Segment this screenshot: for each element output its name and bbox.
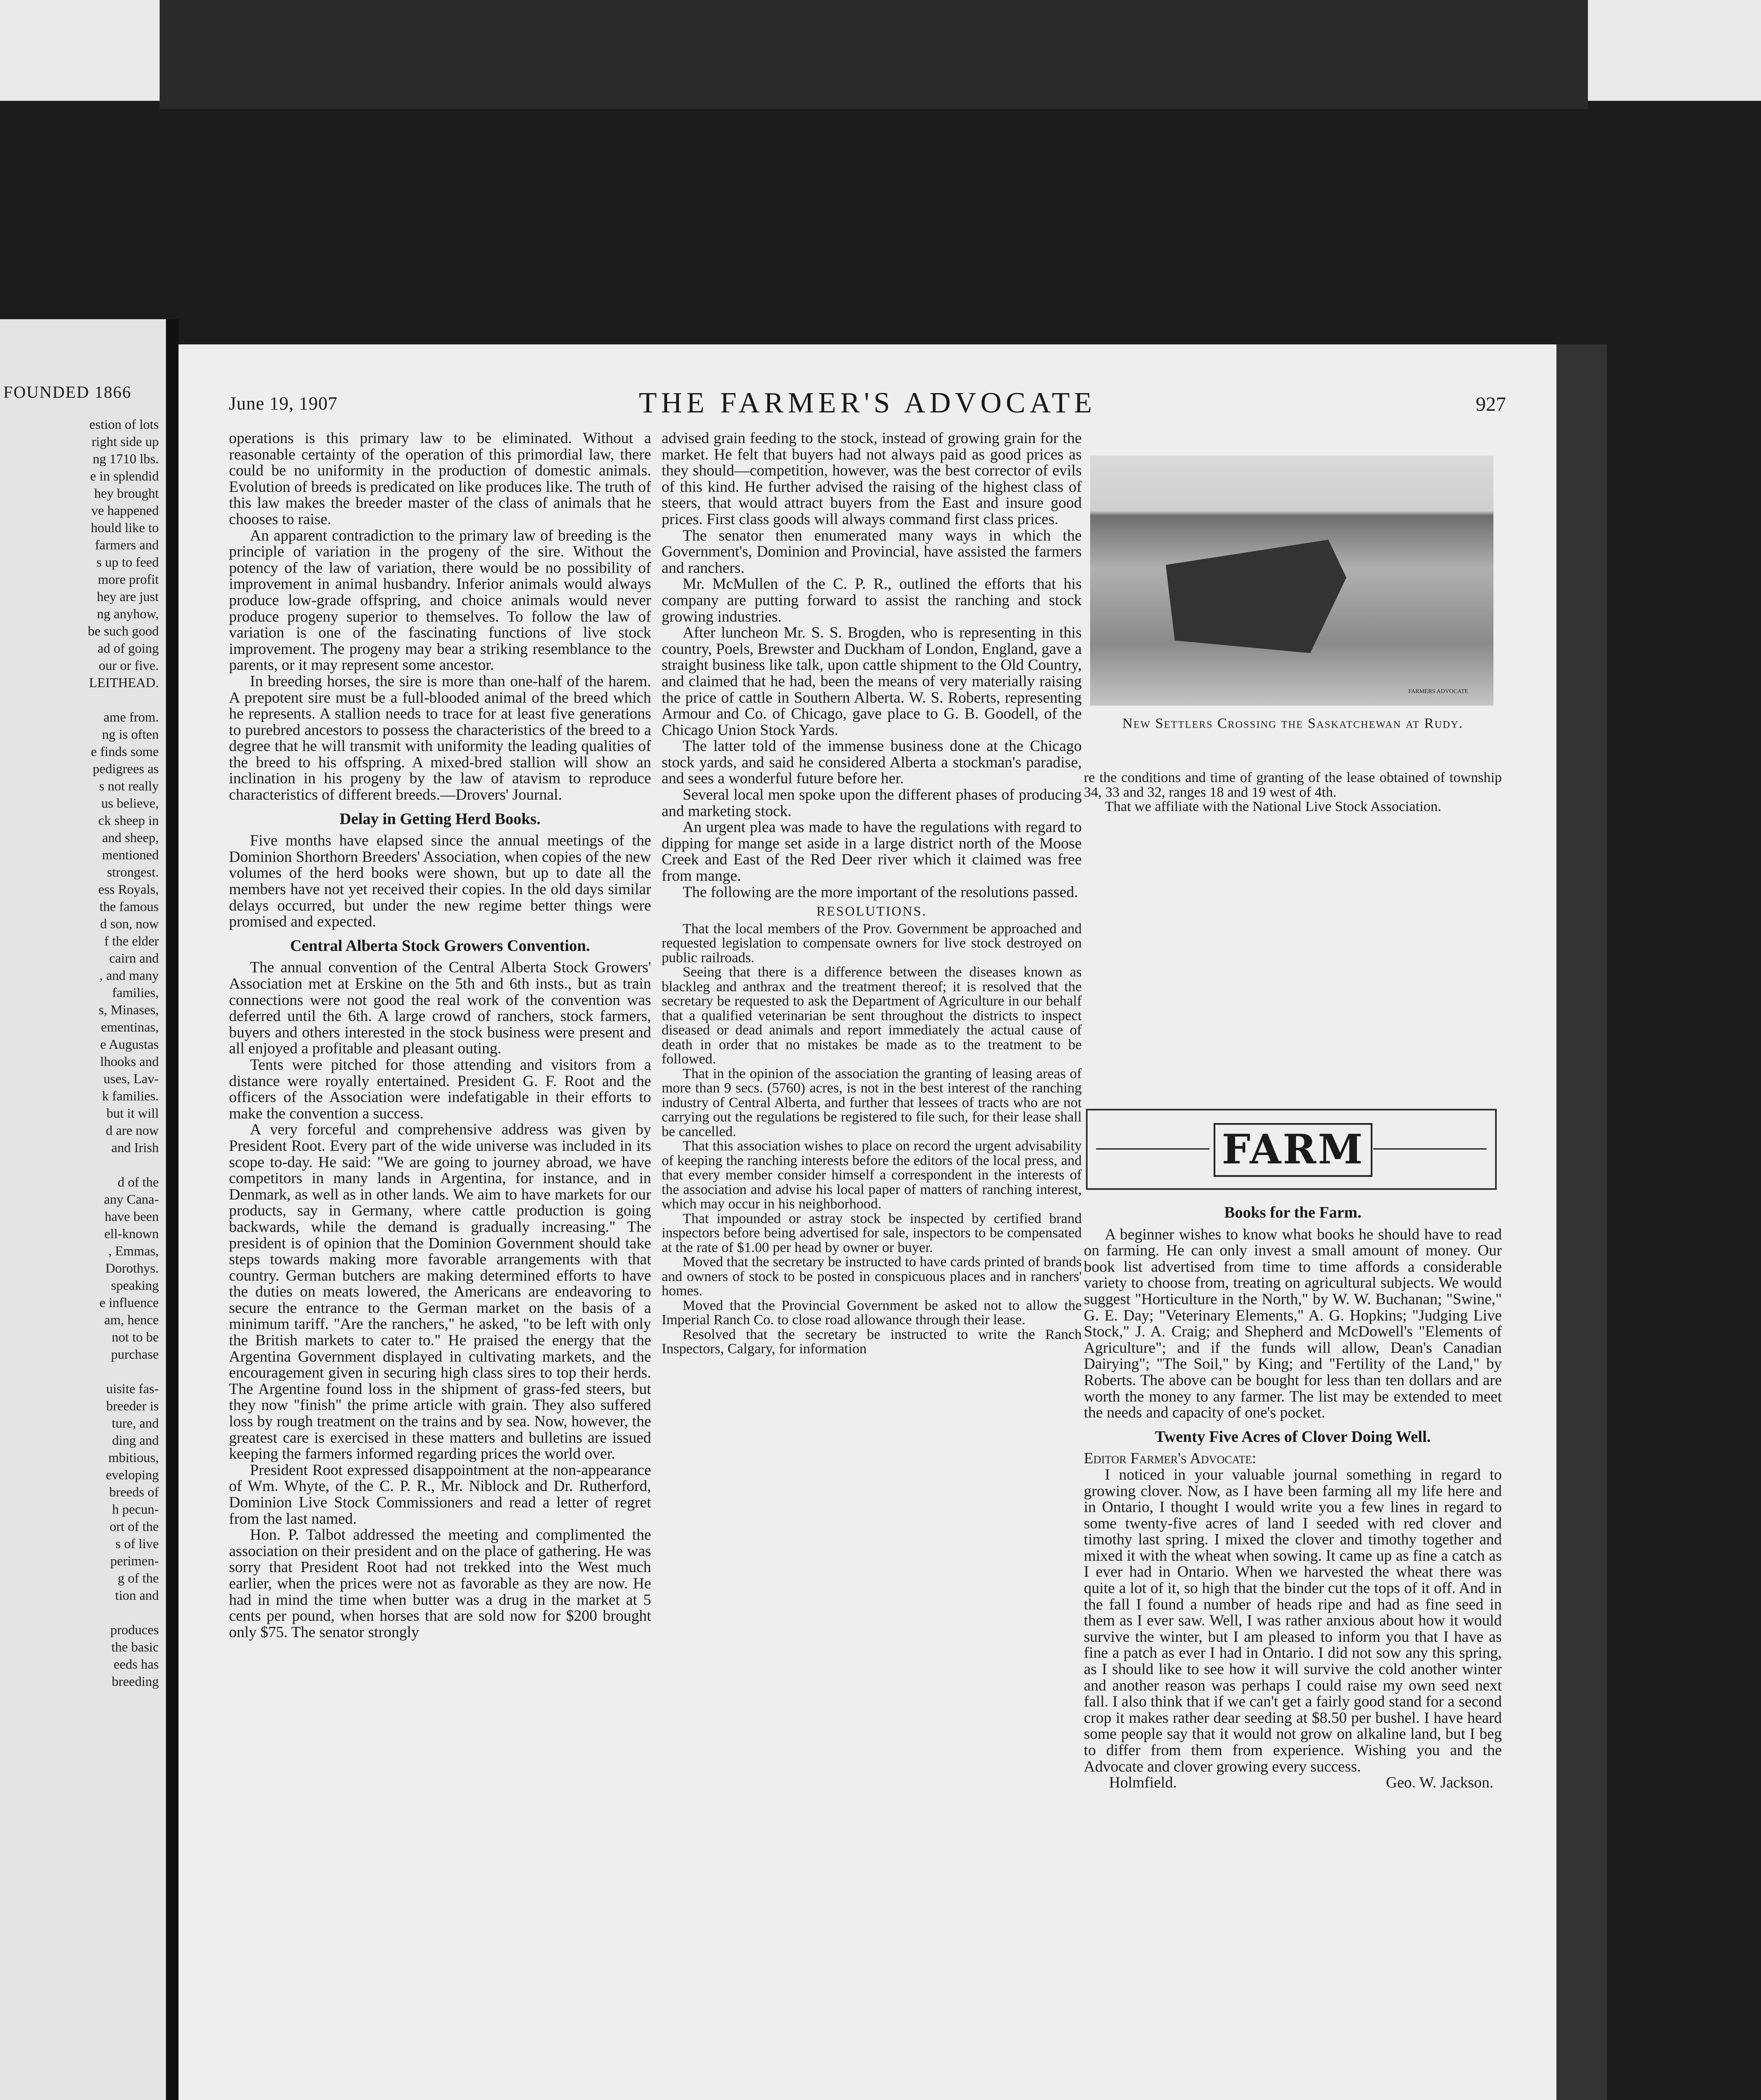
photo-credit: FARMERS ADVOCATE [1408, 688, 1468, 695]
paragraph: In breeding horses, the sire is more than one-half of the harem. A prepotent sire must be a full-blooded animal of the breed which he represents. A stallion needs to trace for at least five generations to purebred ancestors to possess the characteristics of the breed to a degree that he will transmit with uniformity the leading qualities of the breed to his offspring. A mixed-bred stallion will show an inclination in his progeny by the law of atavism to reproduce characteristics of different breeds.—Drovers' Journal. [229, 672, 651, 804]
paragraph: A beginner wishes to know what books he should have to read on farming. He can only invest a small amount of money. Our book list advertised from time to time affords a considerable variety to choose from, treating on agricultural subjects. We would suggest "Horticulture in the North," by W. W. Buchanan; "Swine," G. E. Day; "Veterinary Elements," A. G. Hopkins; "Judging Live Stock," J. A. Craig; and Shepherd and McDowell's "Elements of Agriculture"; and if the funds will allow, Dean's Canadian Dairying"; "The Soil," by King; and "Fertility of the Land," by Roberts. The above can be bought for less than ten dollars and are worth the money to any farmer. The list may be extended to meet the needs and capacity of one's pocket. [1084, 1226, 1502, 1422]
paragraph: advised grain feeding to the stock, instead of growing grain for the market. He felt that buyers had not always paid as good prices as they should—competition, however, was the best corrector of evils of this kind. He further advised the raising of the highest class of steers, that would attract buyers from the East and insure good prices. First class goods will always command first class prices. [662, 430, 1082, 528]
resolutions-heading: RESOLUTIONS. [816, 903, 927, 919]
resolution: That this association wishes to place on record the urgent advisability of keeping the ranching interests before the editors of the local press, and that every member consider himself a correspondent in the interests of the association and advise his local paper of matters of ranching interest, which may occur in his neighborhood. [662, 1138, 1082, 1212]
masthead-title: THE FARMER'S ADVOCATE [639, 387, 1096, 419]
resolution: That impounded or astray stock be inspected by certified brand inspectors before being advertised for sale, inspectors to be compensated at the rate of $1.00 per head by owner or buyer. [662, 1210, 1082, 1255]
banner-rule [1373, 1148, 1487, 1150]
resolution: Seeing that there is a difference between the diseases known as blackleg and anthrax and the treatment thereof; it is resolved that the secretary be requested to ask the Department of Agriculture in our behalf that a qualified veterinarian be sent throughout the districts to inspect diseased or dead animals and report immediately the actual cause of death in order that no mistakes be made as to the treatment to be followed. [662, 964, 1082, 1067]
previous-page-fragments: estion of lots right side up ng 1710 lbs. e in splendid hey brought ve happened hould like to farmers and s up to feed more profit hey are just ng anyhow, be such good ad of going our or five. LEITHEAD. ame from. ng is often e finds some pedigrees as s not really us believe, ck sheep in and sheep, mentioned strongest. ess Royals, the famous d son, now f the elder cairn and , and many families, s, Minases, ementinas, e Augustas lhooks and uses, Lav- k families. but it will d are now and Irish d of the any Cana- have been ell-known , Emmas, Dorothys. speaking e influence am, hence not to be purchase uisite fas- breeder is ture, and ding and mbitious, eveloping breeds of h pecun- ort of the s of live perimen- g of the tion and produces the basic eeds has breeding [88, 417, 159, 1689]
paragraph: operations is this primary law to be eliminated. Without a reasonable certainty of the operation of this primordial law, there could be no uniformity in the production of domestic animals. Evolution of breeds is predicated on like produces like. The truth of this law makes the breeder master of the class of animals that he chooses to raise. [229, 430, 651, 528]
paragraph: I noticed in your valuable journal something in regard to growing clover. Now, as I have been farming all my life here and in Ontario, I thought I would write you a few lines in regard to some twenty-five acres of land I seeded with red clover and timothy last spring. I mixed the clover and timothy together and mixed it with the wheat when sowing. It came up as fine a catch as I ever had in Ontario. When we harvested the wheat there was quite a lot of it, so high that the binder cut the tops of it off. And in the fall I found a number of heads ripe and had as fine seed in them as I ever saw. Well, I was rather anxious about how it would survive the winter, but I am pleased to inform you that I have as fine a patch as ever I had in Ontario. I did not sow any this spring, as I should like to see how it will survive the cold another winter and another reason was perhaps I could raise my own seed next fall. I also think that if we can't get a fairly good stand for a second crop it makes rather dear seeding at $8.50 per bushel. I have heard some people say that it would not grow on alkaline land, but I beg to differ from them from experience. Wishing you and the Advocate and clover growing every success. [1084, 1466, 1502, 1775]
paragraph: An apparent contradiction to the primary law of breeding is the principle of variation in the progeny of the sire. Without the potency of the law of variation, there would be no possibility of improvement in animal husbandry. Inferior animals would always produce low-grade offspring, and choice animals would never produce progeny superior to themselves. To follow the law of variation is one of the fascinating functions of live stock improvement. The progeny may bear a striking resemblance to the parents, or it may represent some ancestor. [229, 527, 651, 674]
letter-signature [1084, 1775, 1502, 1791]
page-shadow-right [1556, 344, 1607, 2100]
letter-address: Editor Farmer's Advocate: [1084, 1450, 1256, 1467]
paragraph: That we affiliate with the National Live Stock Association. [1105, 799, 1442, 814]
paragraph: The annual convention of the Central Alberta Stock Growers' Association met at Erskine on the 5th and 6th insts., but as train connections were not good the real work of the convention was deferred until the 6th. A large crowd of ranchers, stock farmers, buyers and others interested in the stock business were present and all enjoyed a profitable and pleasant outing. [229, 959, 651, 1058]
paragraph: The senator then enumerated many ways in which the Government's, Dominion and Provincial, have assisted the farmers and ranchers. [662, 527, 1082, 577]
paragraph: After luncheon Mr. S. S. Brogden, who is representing in this country, Poels, Brewster and Duckham of London, England, gave a straight business like talk, upon cattle shipment to the Old Country, and claimed that he had, been the means of very materially raising the price of cattle in Southern Alberta. W. S. Roberts, representing Armour and Co. of Chicago, gave place to G. B. Goodell, of the Chicago Union Stock Yards. [662, 624, 1082, 739]
column-1 [229, 430, 651, 1641]
newspaper-page [179, 344, 1556, 2100]
photo-settlers-crossing [1090, 456, 1493, 706]
paragraph: The latter told of the immense business done at the Chicago stock yards, and said he considered Alberta a stockman's paradise, and sees a wonderful future before her. [662, 738, 1082, 788]
scan-shadow-top [160, 0, 1588, 109]
farm-section-banner [1086, 1109, 1497, 1190]
article-heading-clover: Twenty Five Acres of Clover Doing Well. [1155, 1428, 1431, 1446]
ferry-silhouette [1166, 527, 1346, 653]
previous-page-header: FOUNDED 1866 [3, 383, 132, 402]
article-heading-central-alberta: Central Alberta Stock Growers Convention. [290, 937, 590, 955]
farm-banner-label: FARM [1214, 1123, 1372, 1177]
resolution: That the local members of the Prov. Government be approached and requested legislation to compensate owners for live stock destroyed on public railroads. [662, 921, 1082, 966]
resolution: Resolved that the secretary be instructed to write the Ranch Inspectors, Calgary, for information [662, 1326, 1082, 1357]
signature-name: Geo. W. Jackson. [1386, 1774, 1493, 1792]
article-heading-books: Books for the Farm. [1224, 1204, 1361, 1221]
page-header [229, 388, 1506, 422]
column-3 [1084, 771, 1502, 814]
resolution: Moved that the secretary be instructed to have cards printed of brands and owners of stock to be posted in conspicuous places and in ranchers' homes. [662, 1254, 1082, 1299]
paragraph: The following are the more important of the resolutions passed. [683, 883, 1078, 901]
previous-page-edge [0, 319, 166, 2100]
resolution: Moved that the Provincial Government be asked not to allow the Imperial Ranch Co. to close road allowance through their lease. [662, 1297, 1082, 1328]
paragraph: President Root expressed disappointment at the non-appearance of Wm. Whyte, of the C. P. R., Mr. Niblock and Dr. Rutherford, Dominion Live Stock Commissioners and read a letter of regret from the last named. [229, 1461, 651, 1528]
page-number: 927 [1476, 393, 1506, 415]
signature-place: Holmfield. [1109, 1774, 1177, 1792]
resolution: That in the opinion of the association the granting of leasing areas of more than 9 secs. (5760) acres, is not in the best interest of the ranching industry of Central Alberta, and further that lessees of tracts who are not carrying out the regulations be registered to file such, for their lease shall be cancelled. [662, 1066, 1082, 1139]
paragraph: Tents were pitched for those attending and visitors from a distance were royally entertained. President G. F. Root and the officers of the Association were indefatigable in their efforts to make the convention a success. [229, 1056, 651, 1122]
paragraph: Several local men spoke upon the different phases of producing and marketing stock. [662, 786, 1082, 820]
paragraph: Five months have elapsed since the annual meetings of the Dominion Shorthorn Breeders' Association, when copies of the new volumes of the herd books were shown, but up to date all the members have not yet received their copies. In the old days similar delays occurred, but under the new regime better things were promised and expected. [229, 832, 651, 931]
column-3-lower [1084, 1197, 1502, 1791]
issue-date: June 19, 1907 [229, 393, 338, 414]
photo-caption-settlers: New Settlers Crossing the Saskatchewan at Rudy. [1122, 716, 1464, 731]
book-gutter [166, 319, 179, 2100]
paragraph: A very forceful and comprehensive address was given by President Root. Every part of the wide universe was included in its scope to-day. He said: "We are going to journey abroad, we have competitors in many lands in Argentina, for instance, and in Denmark, as well as in other lands. We aim to have markets for our products, say in Germany, where cattle production is going backwards, while the demand is gradually increasing." The president is of opinion that the Dominion Government should take steps towards making more favorable arrangements with that country. German butchers are making determined efforts to have the duties on meats lowered, the Americans are endeavoring to secure the entrance to the German market on the basis of a minimum tariff. "Are the ranchers," he asked, "to be left with only the British markets to cater to." He praised the energy that the Argentina Government displayed in cultivating markets, and the encouragement given in securing high class sires to top their herds. The Argentine found loss in the shipment of grass-fed steers, but they now "finish" the prime article with grain. They also suffered loss by rough treatment on the trains and by sea. Now, however, the greatest care is exercised in these matters and bulletins are issued keeping the farmers informed regarding prices the world over. [229, 1121, 651, 1463]
paragraph: Mr. McMullen of the C. P. R., outlined the efforts that his company are putting forward to assist the ranching and stock growing industries. [662, 575, 1082, 625]
paragraph: re the conditions and time of granting of the lease obtained of township 34, 33 and 32, ranges 18 and 19 west of 4th. [1084, 770, 1502, 800]
paragraph: An urgent plea was made to have the regulations with regard to dipping for mange set aside in a large district north of the Moose Creek and East of the Red Deer river which it claimed was free from mange. [662, 819, 1082, 885]
article-heading-delay: Delay in Getting Herd Books. [339, 810, 541, 828]
banner-rule [1096, 1148, 1209, 1150]
paragraph: Hon. P. Talbot addressed the meeting and complimented the association on their president and on the place of gathering. He was sorry that President Root had not trekked into the West much earlier, when the prices were not as favorable as they are now. He had in mind the time when butter was a drug in the market at 5 cents per pound, when horses that are sold now for $200 brought only $75. The senator strongly [229, 1526, 651, 1641]
column-2 [662, 430, 1082, 1357]
